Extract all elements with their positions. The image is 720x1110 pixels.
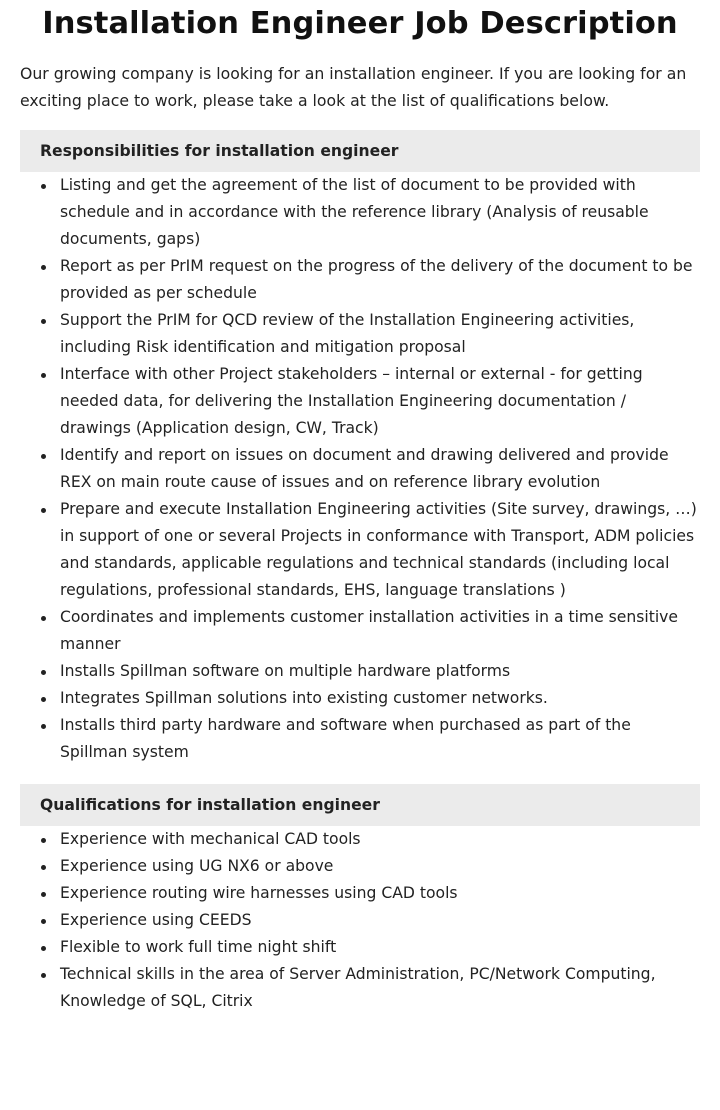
responsibilities-heading: Responsibilities for installation engineer <box>20 130 700 172</box>
list-item: Report as per PrIM request on the progress of the delivery of the document to be provided as per schedule <box>60 253 700 307</box>
list-item: Flexible to work full time night shift <box>60 934 700 961</box>
page-title: Installation Engineer Job Description <box>42 6 678 41</box>
responsibilities-list <box>20 172 700 766</box>
list-item: Integrates Spillman solutions into existing customer networks. <box>60 685 700 712</box>
list-item: Coordinates and implements customer installation activities in a time sensitive manner <box>60 604 700 658</box>
list-item: Experience using UG NX6 or above <box>60 853 700 880</box>
list-item: Installs Spillman software on multiple hardware platforms <box>60 658 700 685</box>
qualifications-heading: Qualifications for installation engineer <box>20 784 700 826</box>
qualifications-list <box>20 826 700 1015</box>
list-item: Technical skills in the area of Server Administration, PC/Network Computing, Knowledge of SQL, Citrix <box>60 961 700 1015</box>
list-item: Experience using CEEDS <box>60 907 700 934</box>
list-item: Support the PrIM for QCD review of the Installation Engineering activities, including Risk identification and mitigation proposal <box>60 307 700 361</box>
list-item: Prepare and execute Installation Engineering activities (Site survey, drawings, …) in support of one or several Projects in conformance with Transport, ADM policies and standards, applicable regulations and technical standards (including local regulations, professional standards, EHS, language translations ) <box>60 496 700 604</box>
list-item: Experience routing wire harnesses using CAD tools <box>60 880 700 907</box>
list-item: Identify and report on issues on document and drawing delivered and provide REX on main route cause of issues and on reference library evolution <box>60 442 700 496</box>
list-item: Interface with other Project stakeholders – internal or external - for getting needed data, for delivering the Installation Engineering documentation / drawings (Application design, CW, Track) <box>60 361 700 442</box>
list-item: Experience with mechanical CAD tools <box>60 826 700 853</box>
intro-paragraph: Our growing company is looking for an installation engineer. If you are looking for an exciting place to work, please take a look at the list of qualifications below. <box>20 64 687 110</box>
list-item: Listing and get the agreement of the list of document to be provided with schedule and in accordance with the reference library (Analysis of reusable documents, gaps) <box>60 172 700 253</box>
list-item: Installs third party hardware and software when purchased as part of the Spillman system <box>60 712 700 766</box>
